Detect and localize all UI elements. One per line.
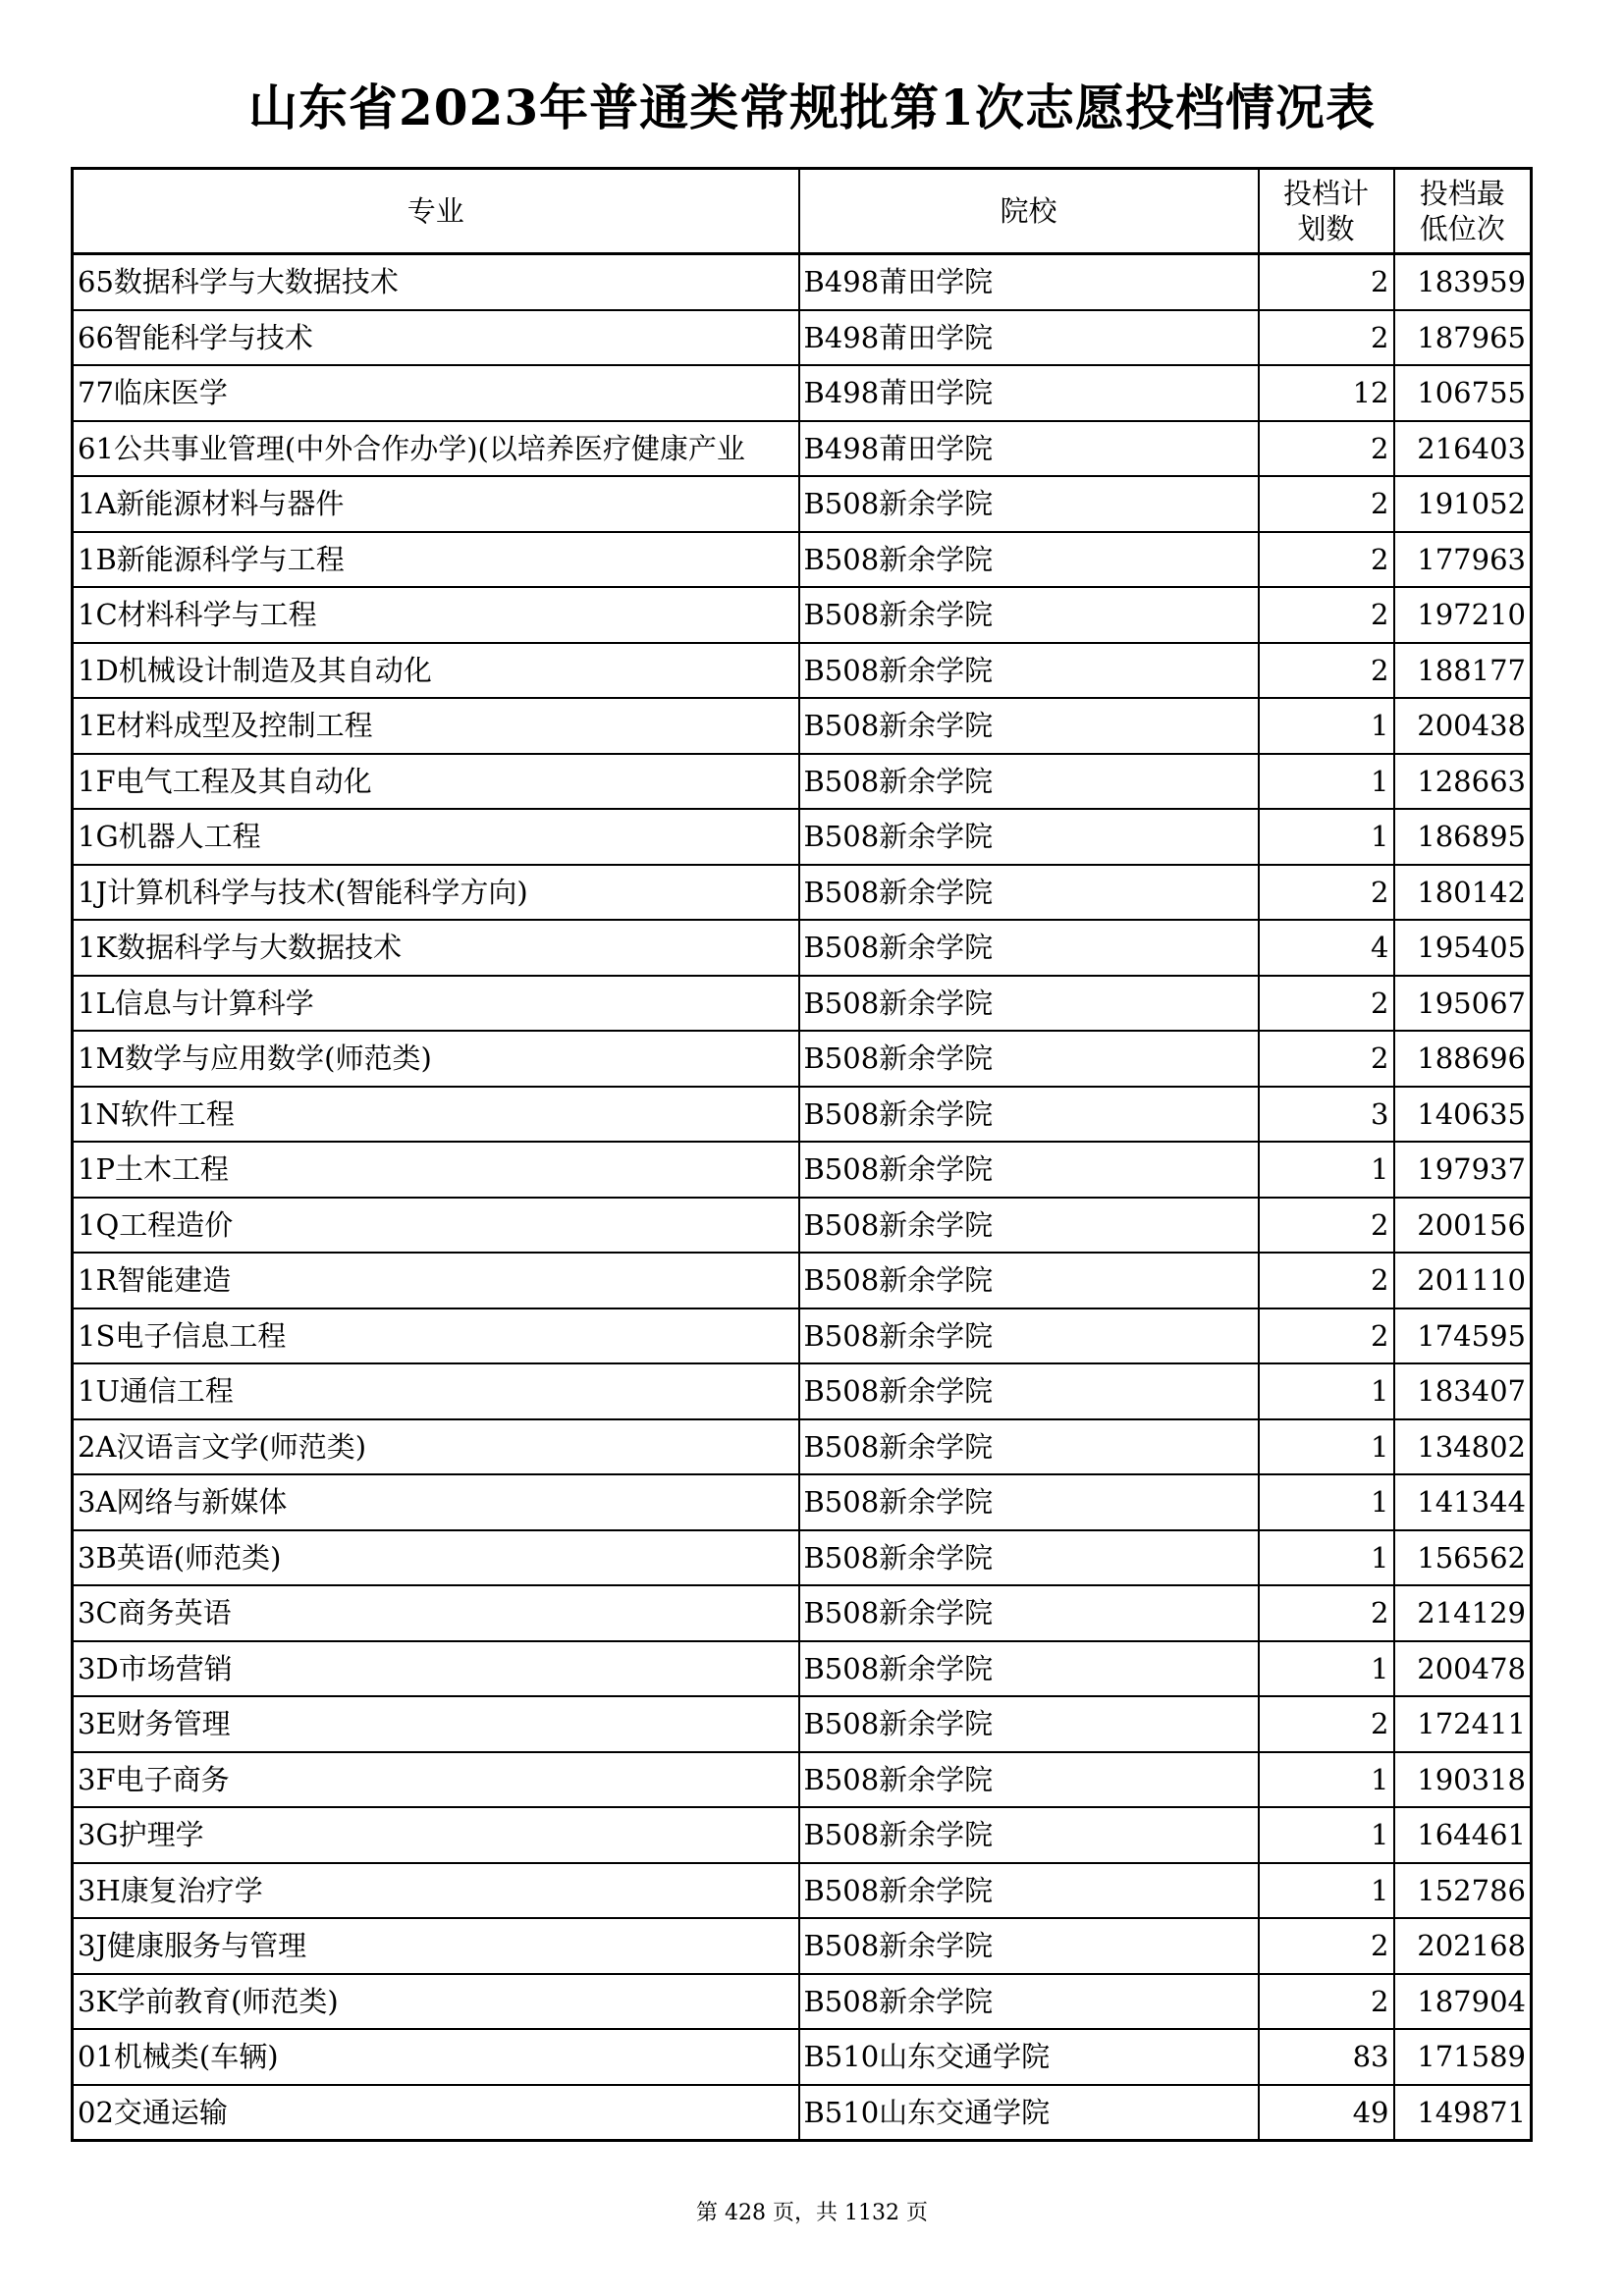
cell-school: B508新余学院 xyxy=(799,1363,1259,1419)
table-row xyxy=(73,2029,1532,2085)
table-row xyxy=(73,587,1532,643)
table-row xyxy=(73,532,1532,588)
table-row xyxy=(73,1752,1532,1808)
cell-school: B508新余学院 xyxy=(799,532,1259,588)
cell-plan: 2 xyxy=(1259,976,1394,1032)
cell-rank: 190318 xyxy=(1394,1752,1532,1808)
cell-major: 3B英语(师范类) xyxy=(73,1530,799,1586)
cell-school: B508新余学院 xyxy=(799,1087,1259,1143)
cell-major: 1J计算机科学与技术(智能科学方向) xyxy=(73,865,799,921)
table-row xyxy=(73,1198,1532,1254)
page-title: 山东省2023年普通类常规批第1次志愿投档情况表 xyxy=(248,79,1376,136)
cell-school: B508新余学院 xyxy=(799,865,1259,921)
table-row xyxy=(73,698,1532,754)
table-row xyxy=(73,1308,1532,1364)
cell-school: B508新余学院 xyxy=(799,643,1259,699)
header-plan-line2: 划数 xyxy=(1297,212,1355,245)
table-row xyxy=(73,1696,1532,1752)
cell-major: 3C商务英语 xyxy=(73,1585,799,1641)
cell-rank: 172411 xyxy=(1394,1696,1532,1752)
cell-plan: 2 xyxy=(1259,310,1394,366)
cell-school: B508新余学院 xyxy=(799,1031,1259,1087)
cell-major: 65数据科学与大数据技术 xyxy=(73,254,799,310)
cell-major: 1E材料成型及控制工程 xyxy=(73,698,799,754)
table-row xyxy=(73,1474,1532,1530)
cell-school: B508新余学院 xyxy=(799,1308,1259,1364)
cell-major: 01机械类(车辆) xyxy=(73,2029,799,2085)
table-row xyxy=(73,1918,1532,1974)
header-rank-line1: 投档最 xyxy=(1419,177,1505,210)
table-row xyxy=(73,421,1532,477)
admission-table xyxy=(71,167,1533,2142)
table-row xyxy=(73,2085,1532,2141)
cell-plan: 12 xyxy=(1259,365,1394,421)
cell-plan: 83 xyxy=(1259,2029,1394,2085)
cell-major: 3E财务管理 xyxy=(73,1696,799,1752)
cell-plan: 1 xyxy=(1259,809,1394,865)
cell-major: 1L信息与计算科学 xyxy=(73,976,799,1032)
cell-rank: 128663 xyxy=(1394,754,1532,810)
cell-school: B508新余学院 xyxy=(799,1253,1259,1308)
table-row xyxy=(73,1974,1532,2030)
cell-major: 1Q工程造价 xyxy=(73,1198,799,1254)
cell-plan: 3 xyxy=(1259,1087,1394,1143)
cell-school: B508新余学院 xyxy=(799,920,1259,976)
cell-school: B508新余学院 xyxy=(799,476,1259,532)
cell-rank: 201110 xyxy=(1394,1253,1532,1308)
cell-school: B510山东交通学院 xyxy=(799,2085,1259,2141)
cell-school: B508新余学院 xyxy=(799,1696,1259,1752)
cell-rank: 200478 xyxy=(1394,1641,1532,1697)
cell-rank: 134802 xyxy=(1394,1419,1532,1475)
cell-rank: 216403 xyxy=(1394,421,1532,477)
cell-major: 77临床医学 xyxy=(73,365,799,421)
cell-school: B508新余学院 xyxy=(799,1198,1259,1254)
cell-rank: 183407 xyxy=(1394,1363,1532,1419)
cell-major: 3A网络与新媒体 xyxy=(73,1474,799,1530)
cell-school: B508新余学院 xyxy=(799,1585,1259,1641)
cell-plan: 1 xyxy=(1259,1530,1394,1586)
header-plan-line1: 投档计 xyxy=(1282,177,1369,210)
cell-rank: 200438 xyxy=(1394,698,1532,754)
cell-plan: 49 xyxy=(1259,2085,1394,2141)
cell-major: 1D机械设计制造及其自动化 xyxy=(73,643,799,699)
table-row xyxy=(73,920,1532,976)
cell-school: B508新余学院 xyxy=(799,1863,1259,1919)
table-row xyxy=(73,1585,1532,1641)
cell-rank: 180142 xyxy=(1394,865,1532,921)
cell-plan: 1 xyxy=(1259,1363,1394,1419)
cell-major: 1A新能源材料与器件 xyxy=(73,476,799,532)
cell-major: 3J健康服务与管理 xyxy=(73,1918,799,1974)
table-row xyxy=(73,809,1532,865)
cell-plan: 2 xyxy=(1259,1198,1394,1254)
cell-rank: 195067 xyxy=(1394,976,1532,1032)
cell-rank: 186895 xyxy=(1394,809,1532,865)
cell-plan: 2 xyxy=(1259,1974,1394,2030)
cell-major: 1K数据科学与大数据技术 xyxy=(73,920,799,976)
cell-plan: 2 xyxy=(1259,254,1394,310)
header-major: 专业 xyxy=(73,169,799,254)
cell-plan: 2 xyxy=(1259,1585,1394,1641)
cell-plan: 2 xyxy=(1259,532,1394,588)
table-row xyxy=(73,1363,1532,1419)
cell-plan: 2 xyxy=(1259,1696,1394,1752)
cell-plan: 1 xyxy=(1259,698,1394,754)
cell-school: B498莆田学院 xyxy=(799,254,1259,310)
cell-rank: 177963 xyxy=(1394,532,1532,588)
cell-school: B498莆田学院 xyxy=(799,365,1259,421)
cell-major: 1P土木工程 xyxy=(73,1142,799,1198)
table-row xyxy=(73,1641,1532,1697)
cell-plan: 2 xyxy=(1259,1253,1394,1308)
cell-school: B508新余学院 xyxy=(799,809,1259,865)
cell-rank: 149871 xyxy=(1394,2085,1532,2141)
cell-major: 1F电气工程及其自动化 xyxy=(73,754,799,810)
table-row xyxy=(73,476,1532,532)
cell-major: 2A汉语言文学(师范类) xyxy=(73,1419,799,1475)
cell-major: 1G机器人工程 xyxy=(73,809,799,865)
cell-school: B508新余学院 xyxy=(799,587,1259,643)
cell-major: 1M数学与应用数学(师范类) xyxy=(73,1031,799,1087)
cell-rank: 106755 xyxy=(1394,365,1532,421)
cell-rank: 140635 xyxy=(1394,1087,1532,1143)
cell-rank: 214129 xyxy=(1394,1585,1532,1641)
header-plan xyxy=(1259,169,1394,254)
cell-rank: 187904 xyxy=(1394,1974,1532,2030)
table-row xyxy=(73,1253,1532,1308)
cell-rank: 195405 xyxy=(1394,920,1532,976)
cell-major: 1C材料科学与工程 xyxy=(73,587,799,643)
cell-major: 3F电子商务 xyxy=(73,1752,799,1808)
cell-plan: 1 xyxy=(1259,1419,1394,1475)
table-row xyxy=(73,865,1532,921)
cell-school: B510山东交通学院 xyxy=(799,2029,1259,2085)
table-row xyxy=(73,310,1532,366)
cell-plan: 1 xyxy=(1259,1641,1394,1697)
cell-major: 3K学前教育(师范类) xyxy=(73,1974,799,2030)
cell-school: B508新余学院 xyxy=(799,1142,1259,1198)
cell-rank: 200156 xyxy=(1394,1198,1532,1254)
cell-plan: 2 xyxy=(1259,587,1394,643)
cell-rank: 191052 xyxy=(1394,476,1532,532)
cell-major: 1R智能建造 xyxy=(73,1253,799,1308)
cell-school: B498莆田学院 xyxy=(799,421,1259,477)
cell-plan: 2 xyxy=(1259,421,1394,477)
cell-major: 3D市场营销 xyxy=(73,1641,799,1697)
header-school: 院校 xyxy=(799,169,1259,254)
cell-rank: 141344 xyxy=(1394,1474,1532,1530)
cell-school: B508新余学院 xyxy=(799,1419,1259,1475)
cell-rank: 183959 xyxy=(1394,254,1532,310)
cell-plan: 1 xyxy=(1259,1863,1394,1919)
cell-plan: 1 xyxy=(1259,1752,1394,1808)
cell-plan: 2 xyxy=(1259,865,1394,921)
cell-plan: 1 xyxy=(1259,1142,1394,1198)
table-row xyxy=(73,1031,1532,1087)
cell-rank: 156562 xyxy=(1394,1530,1532,1586)
cell-rank: 171589 xyxy=(1394,2029,1532,2085)
cell-plan: 2 xyxy=(1259,1918,1394,1974)
cell-rank: 197210 xyxy=(1394,587,1532,643)
cell-major: 61公共事业管理(中外合作办学)(以培养医疗健康产业 xyxy=(73,421,799,477)
header-rank-line2: 低位次 xyxy=(1419,212,1505,245)
cell-school: B508新余学院 xyxy=(799,698,1259,754)
cell-school: B508新余学院 xyxy=(799,754,1259,810)
cell-plan: 1 xyxy=(1259,1807,1394,1863)
cell-school: B508新余学院 xyxy=(799,1974,1259,2030)
table-row xyxy=(73,754,1532,810)
cell-plan: 2 xyxy=(1259,1031,1394,1087)
cell-major: 02交通运输 xyxy=(73,2085,799,2141)
table-row xyxy=(73,1807,1532,1863)
table-row xyxy=(73,643,1532,699)
cell-plan: 4 xyxy=(1259,920,1394,976)
cell-rank: 187965 xyxy=(1394,310,1532,366)
cell-major: 1B新能源科学与工程 xyxy=(73,532,799,588)
cell-school: B498莆田学院 xyxy=(799,310,1259,366)
cell-rank: 188177 xyxy=(1394,643,1532,699)
table-row xyxy=(73,1863,1532,1919)
cell-major: 1N软件工程 xyxy=(73,1087,799,1143)
table-row xyxy=(73,365,1532,421)
cell-plan: 1 xyxy=(1259,754,1394,810)
cell-major: 66智能科学与技术 xyxy=(73,310,799,366)
cell-rank: 164461 xyxy=(1394,1807,1532,1863)
cell-plan: 2 xyxy=(1259,643,1394,699)
cell-rank: 197937 xyxy=(1394,1142,1532,1198)
table-row xyxy=(73,1530,1532,1586)
table-row xyxy=(73,976,1532,1032)
header-rank xyxy=(1394,169,1532,254)
page-footer: 第 428 页，共 1132 页 xyxy=(696,2201,928,2225)
table-header-row xyxy=(73,169,1532,254)
cell-school: B508新余学院 xyxy=(799,1918,1259,1974)
cell-plan: 2 xyxy=(1259,476,1394,532)
cell-major: 1U通信工程 xyxy=(73,1363,799,1419)
table-row xyxy=(73,1419,1532,1475)
cell-plan: 1 xyxy=(1259,1474,1394,1530)
cell-major: 3H康复治疗学 xyxy=(73,1863,799,1919)
table-row xyxy=(73,1142,1532,1198)
cell-rank: 202168 xyxy=(1394,1918,1532,1974)
table-body xyxy=(73,254,1532,2141)
cell-school: B508新余学院 xyxy=(799,976,1259,1032)
cell-school: B508新余学院 xyxy=(799,1807,1259,1863)
table-row xyxy=(73,254,1532,310)
cell-major: 1S电子信息工程 xyxy=(73,1308,799,1364)
cell-school: B508新余学院 xyxy=(799,1641,1259,1697)
cell-rank: 152786 xyxy=(1394,1863,1532,1919)
cell-rank: 174595 xyxy=(1394,1308,1532,1364)
cell-rank: 188696 xyxy=(1394,1031,1532,1087)
table-row xyxy=(73,1087,1532,1143)
cell-school: B508新余学院 xyxy=(799,1530,1259,1586)
cell-school: B508新余学院 xyxy=(799,1474,1259,1530)
cell-plan: 2 xyxy=(1259,1308,1394,1364)
cell-school: B508新余学院 xyxy=(799,1752,1259,1808)
cell-major: 3G护理学 xyxy=(73,1807,799,1863)
